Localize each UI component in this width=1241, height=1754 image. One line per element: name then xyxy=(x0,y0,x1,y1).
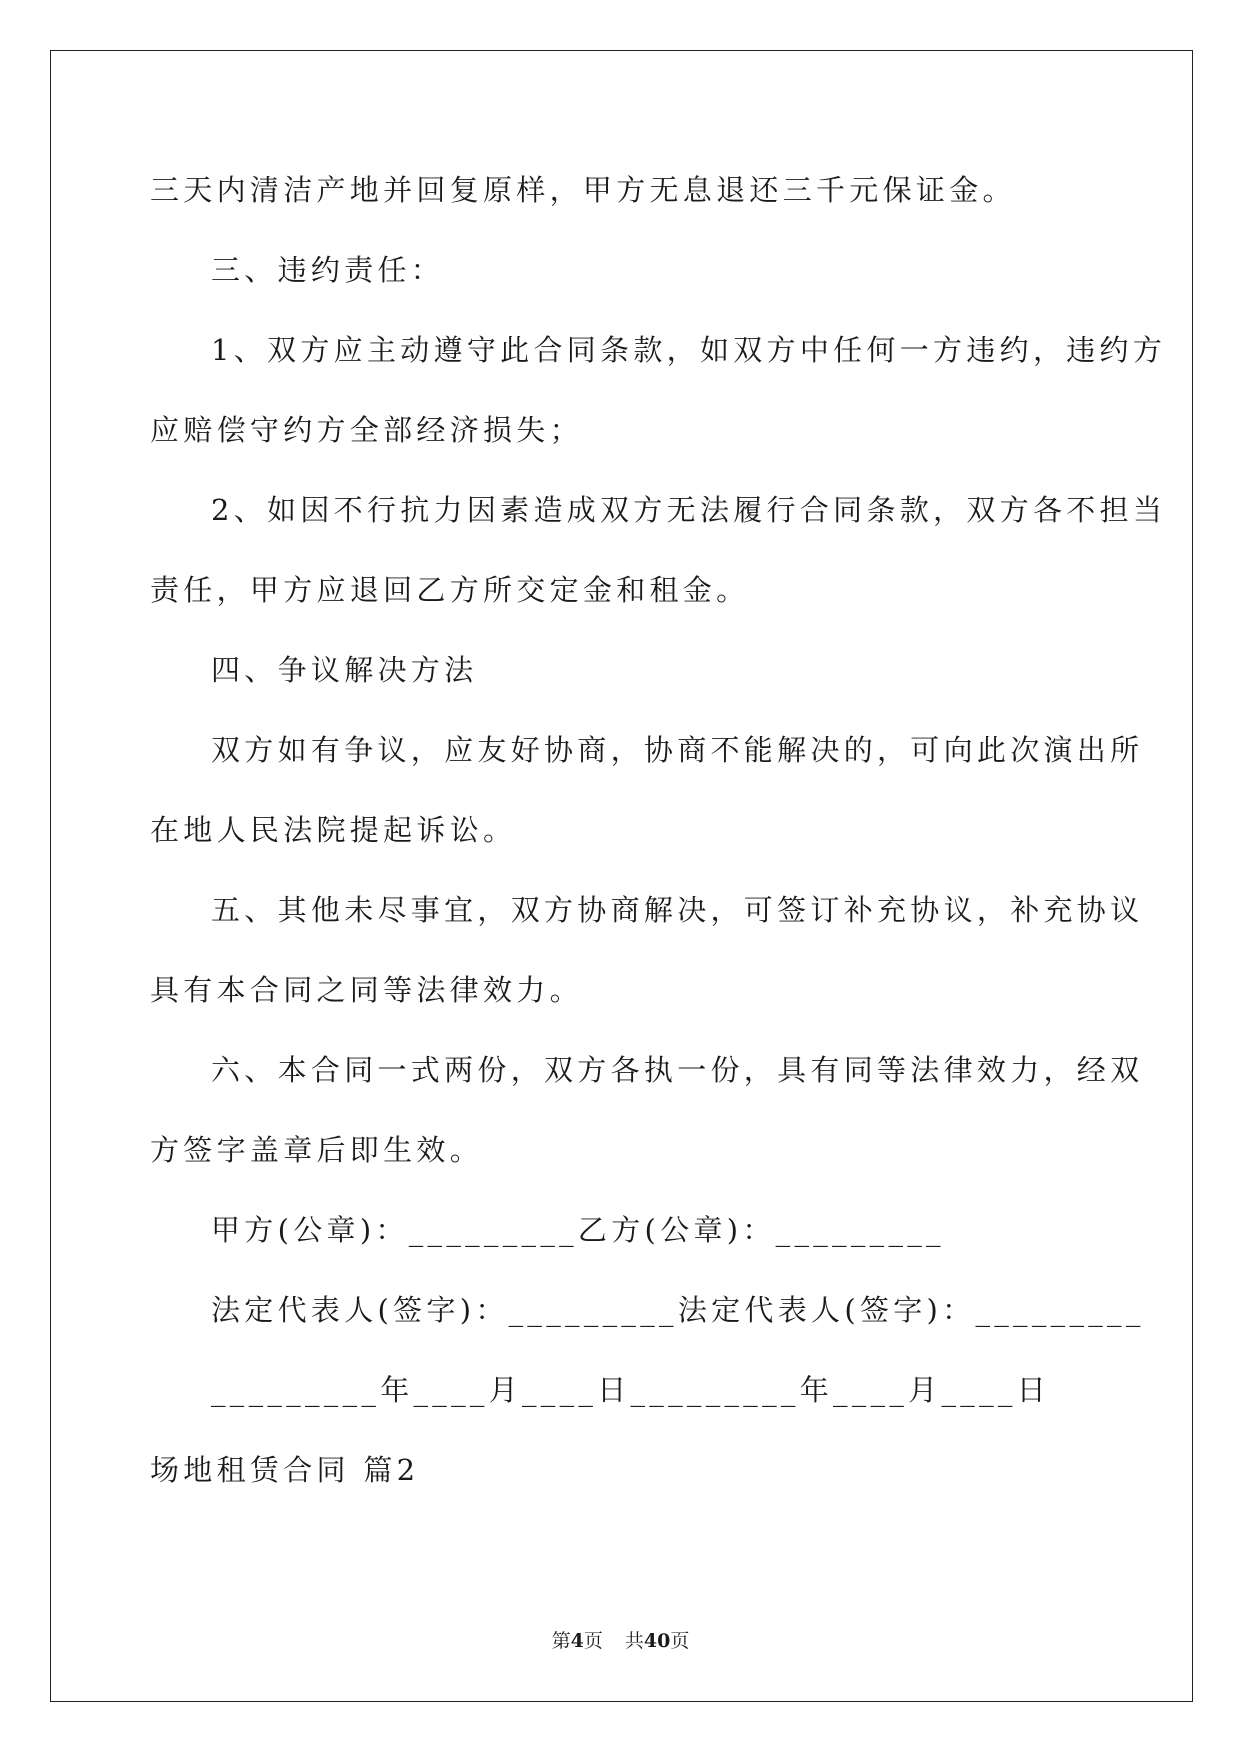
footer-prefix: 第 xyxy=(551,1630,571,1652)
text-line: 五、其他未尽事宜，双方协商解决，可签订补充协议，补充协议 xyxy=(211,893,1144,927)
text-line: 在地人民法院提起诉讼。 xyxy=(150,813,517,847)
text-line: 方签字盖章后即生效。 xyxy=(150,1133,484,1167)
next-section-title: 场地租赁合同 篇2 xyxy=(150,1453,420,1487)
text-line: 双方如有争议，应友好协商，协商不能解决的，可向此次演出所 xyxy=(211,733,1144,767)
page-footer xyxy=(0,1628,1241,1654)
text-line: 2、如因不行抗力因素造成双方无法履行合同条款，双方各不担当 xyxy=(211,493,1167,527)
text-line: 具有本合同之同等法律效力。 xyxy=(150,973,583,1007)
total-page-number: 40 xyxy=(643,1630,671,1652)
text-line: 六、本合同一式两份，双方各执一份，具有同等法律效力，经双 xyxy=(211,1053,1144,1087)
footer-total-prefix: 共 xyxy=(624,1630,644,1652)
footer-page-unit: 页 xyxy=(583,1630,603,1652)
section-heading: 四、争议解决方法 xyxy=(211,653,478,687)
text-line: 责任，甲方应退回乙方所交定金和租金。 xyxy=(150,573,750,607)
section-heading: 三、违约责任： xyxy=(211,253,445,287)
seal-line: 甲方(公章)：_________乙方(公章)：_________ xyxy=(211,1213,945,1247)
text-line: 1、双方应主动遵守此合同条款，如双方中任何一方违约，违约方 xyxy=(211,333,1167,367)
text-line: 三天内清洁产地并回复原样，甲方无息退还三千元保证金。 xyxy=(150,173,1016,207)
current-page-number: 4 xyxy=(570,1630,584,1652)
date-line: _________年____月____日_________年____月____日 xyxy=(211,1373,1050,1407)
text-line: 应赔偿守约方全部经济损失； xyxy=(150,413,583,447)
signature-line: 法定代表人(签字)：_________法定代表人(签字)：_________ xyxy=(211,1293,1145,1327)
footer-total-unit: 页 xyxy=(670,1630,690,1652)
